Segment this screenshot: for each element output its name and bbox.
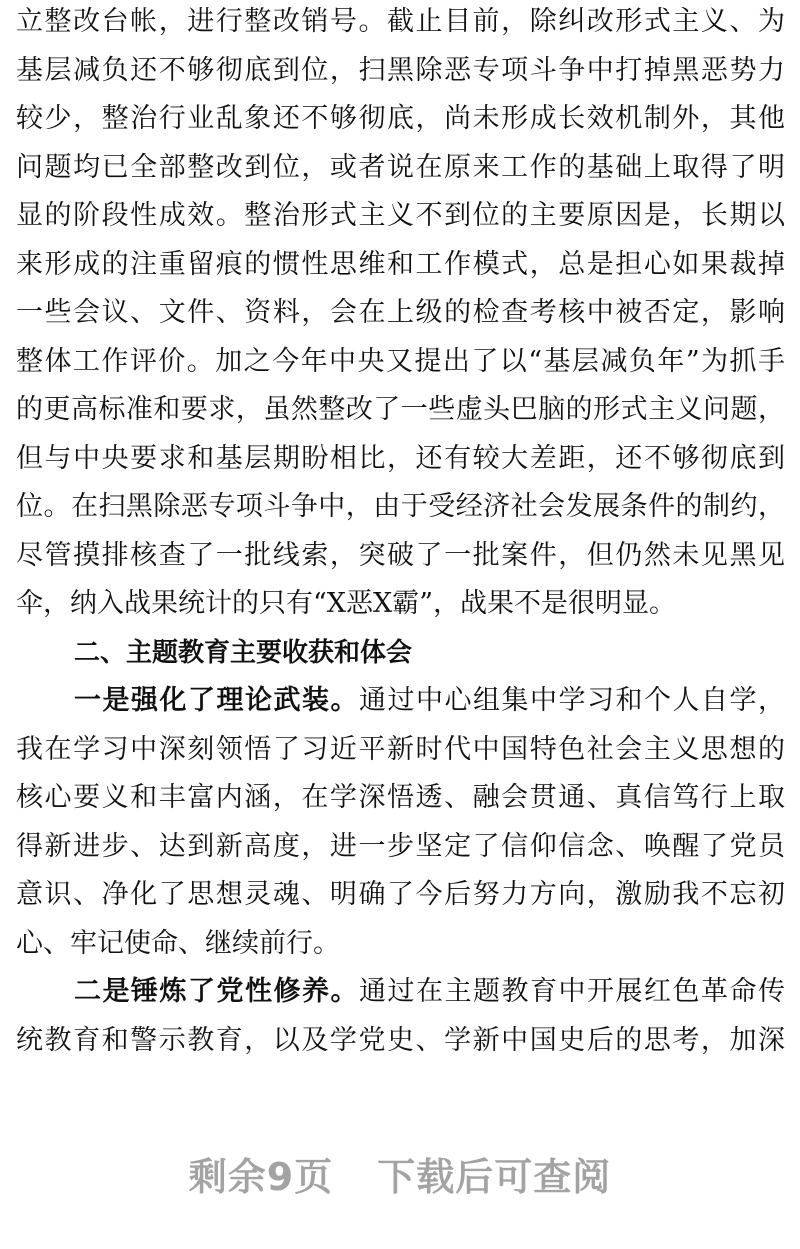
document-body xyxy=(16,0,785,1065)
text-line: 但与中央要求和基层期盼相比，还有较大差距，还不够彻底到 xyxy=(16,442,785,474)
text-span: 通过中心组集中学习和个人自学， xyxy=(359,685,785,716)
section-heading: 二、主题教育主要收获和体会 xyxy=(74,637,413,668)
paragraph-rectification xyxy=(16,0,785,629)
text-line: 核心要义和丰富内涵，在学深悟透、融会贯通、真信笃行上取 xyxy=(16,782,785,813)
text-line: 尽管摸排核查了一批线索，突破了一批案件，但仍然未见黑见 xyxy=(16,539,785,571)
download-to-view-label[interactable]: 下载后可查阅 xyxy=(377,1155,612,1199)
paragraph-lead: 一是强化了理论武装。 xyxy=(74,685,359,716)
download-prompt[interactable] xyxy=(0,1146,800,1201)
text-line: 心、牢记使命、继续前行。 xyxy=(16,927,340,959)
text-line: 立整改台帐，进行整改销号。截止目前，除纠改形式主义、为 xyxy=(16,6,785,37)
text-line: 我在学习中深刻领悟了习近平新时代中国特色社会主义思想的 xyxy=(16,733,785,765)
text-line xyxy=(16,677,785,726)
text-line: 意识、净化了思想灵魂、明确了今后努力方向，激励我不忘初 xyxy=(16,879,785,910)
text-line: 基层减负还不够彻底到位，扫黑除恶专项斗争中打掉黑恶势力 xyxy=(16,54,785,86)
text-line: 得新进步、达到新高度，进一步坚定了信仰信念、唤醒了党员 xyxy=(16,830,785,862)
remaining-pages-label: 剩余9页 xyxy=(188,1155,334,1199)
text-line xyxy=(16,968,785,1017)
text-line: 显的阶段性成效。整治形式主义不到位的主要原因是，长期以 xyxy=(16,200,785,231)
text-line: 一些会议、文件、资料，会在上级的检查考核中被否定，影响 xyxy=(16,297,785,328)
paragraph-party-spirit xyxy=(16,968,785,1065)
text-line: 的更高标准和要求，虽然整改了一些虚头巴脑的形式主义问题， xyxy=(16,394,785,425)
text-line: 较少，整治行业乱象还不够彻底，尚未形成长效机制外，其他 xyxy=(16,103,785,134)
text-line: 位。在扫黑除恶专项斗争中，由于受经济社会发展条件的制约， xyxy=(16,491,785,522)
text-line: 统教育和警示教育，以及学党史、学新中国史后的思考，加深 xyxy=(16,1024,785,1056)
paragraph-theory xyxy=(16,677,785,968)
text-line: 伞，纳入战果统计的只有“X恶X霸”，战果不是很明显。 xyxy=(16,588,677,619)
text-span: 通过在主题教育中开展红色革命传 xyxy=(359,976,785,1007)
paragraph-lead: 二是锤炼了党性修养。 xyxy=(74,976,359,1007)
text-line: 整体工作评价。加之今年中央又提出了以“基层减负年”为抓手 xyxy=(16,345,785,377)
text-line: 来形成的注重留痕的惯性思维和工作模式，总是担心如果裁掉 xyxy=(16,248,785,280)
text-line: 问题均已全部整改到位，或者说在原来工作的基础上取得了明 xyxy=(16,151,785,183)
